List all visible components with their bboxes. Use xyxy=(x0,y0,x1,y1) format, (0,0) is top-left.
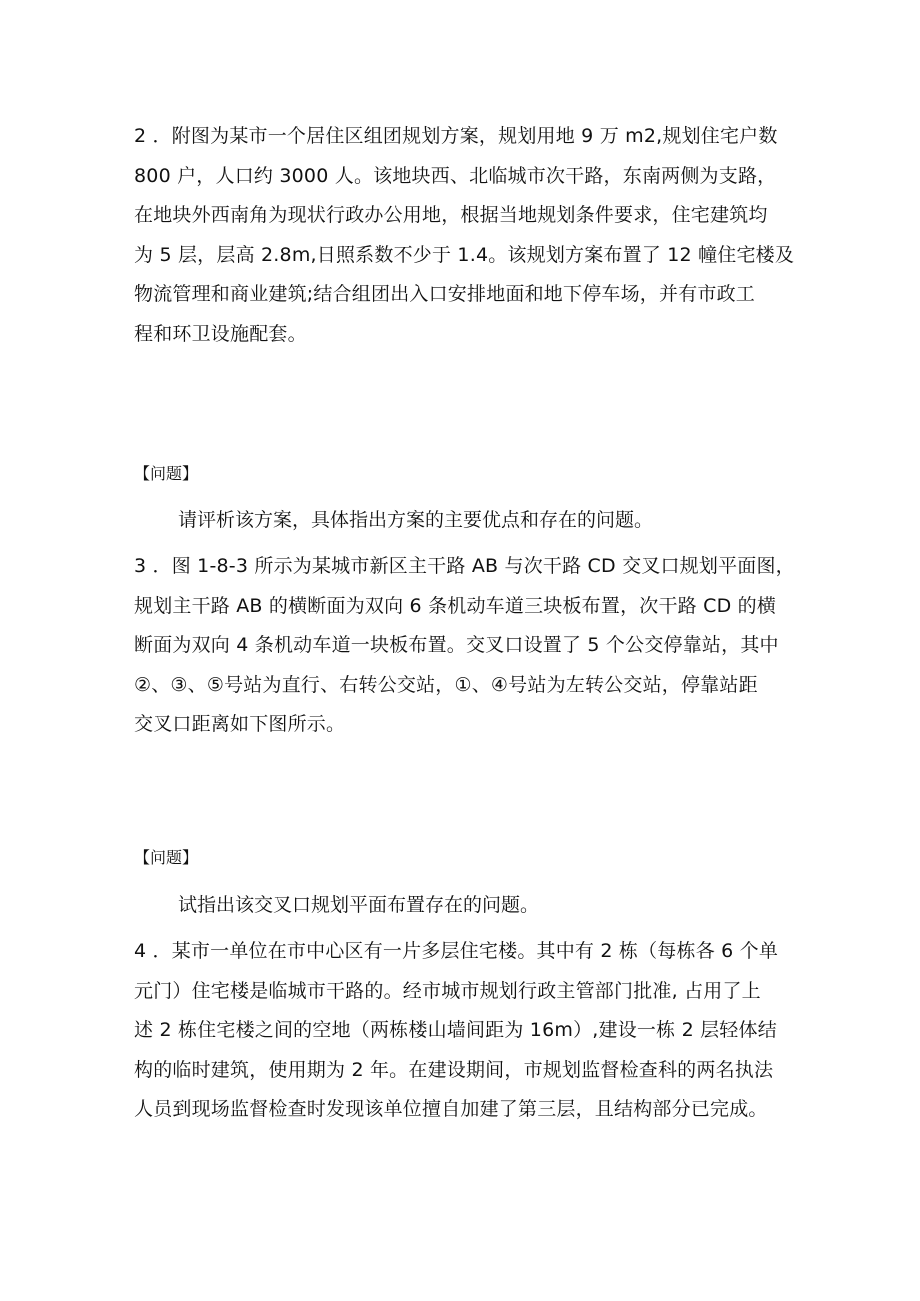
question-2-body xyxy=(134,117,814,354)
q2-line-6: 程和环卫设施配套。 xyxy=(134,322,307,345)
q2-question-heading: 【问题】 xyxy=(134,464,199,483)
question-3-body xyxy=(134,547,814,745)
q2-line-4: 为 5 层，层高 2.8m,日照系数不少于 1.4。该规划方案布置了 12 幢住宅楼及 xyxy=(134,243,795,266)
q3-line-5: 交叉口距离如下图所示。 xyxy=(134,713,346,735)
q2-line-5: 物流管理和商业建筑;结合组团出入口安排地面和地下停车场，并有市政工 xyxy=(134,283,756,305)
question-4-body xyxy=(134,932,814,1130)
q3-question-heading: 【问题】 xyxy=(134,848,199,867)
q2-question-prompt: 请评析该方案，具体指出方案的主要优点和存在的问题。 xyxy=(178,509,654,531)
q4-line-2: 元门）住宅楼是临城市干路的。经市城市规划行政主管部门批准, 占用了上 xyxy=(134,979,761,1002)
q3-line-3: 断面为双向 4 条机动车道一块板布置。交叉口设置了 5 个公交停靠站，其中 xyxy=(134,634,779,656)
q4-line-1: 4 ．某市一单位在市中心区有一片多层住宅楼。其中有 2 栋（每栋各 6 个单 xyxy=(134,940,779,962)
q2-line-3: 在地块外西南角为现状行政办公用地，根据当地规划条件要求，住宅建筑均 xyxy=(134,204,768,226)
q4-line-3: 述 2 栋住宅楼之间的空地（两栋楼山墙间距为 16m）,建设一栋 2 层轻体结 xyxy=(134,1019,777,1041)
q2-line-1: 2 ．附图为某市一个居住区组团规划方案，规划用地 9 万 m2,规划住宅户数 xyxy=(134,125,778,147)
q2-line-2: 800 户，人口约 3000 人。该地块西、北临城市次干路，东南两侧为支路， xyxy=(134,164,777,187)
q3-line-1: 3 ．图 1-8-3 所示为某城市新区主干路 AB 与次干路 CD 交叉口规划平面图， xyxy=(134,555,795,577)
q3-question-prompt: 试指出该交叉口规划平面布置存在的问题。 xyxy=(178,894,540,916)
q4-line-5: 人员到现场监督检查时发现该单位擅自加建了第三层，且结构部分已完成。 xyxy=(134,1098,768,1120)
q3-line-2: 规划主干路 AB 的横断面为双向 6 条机动车道三块板布置，次干路 CD 的横 xyxy=(134,594,777,617)
q4-line-4: 构的临时建筑，使用期为 2 年。在建设期间，市规划监督检查科的两名执法 xyxy=(134,1058,774,1081)
q3-line-4: ②、③、⑤号站为直行、右转公交站，①、④号站为左转公交站，停靠站距 xyxy=(134,673,758,696)
